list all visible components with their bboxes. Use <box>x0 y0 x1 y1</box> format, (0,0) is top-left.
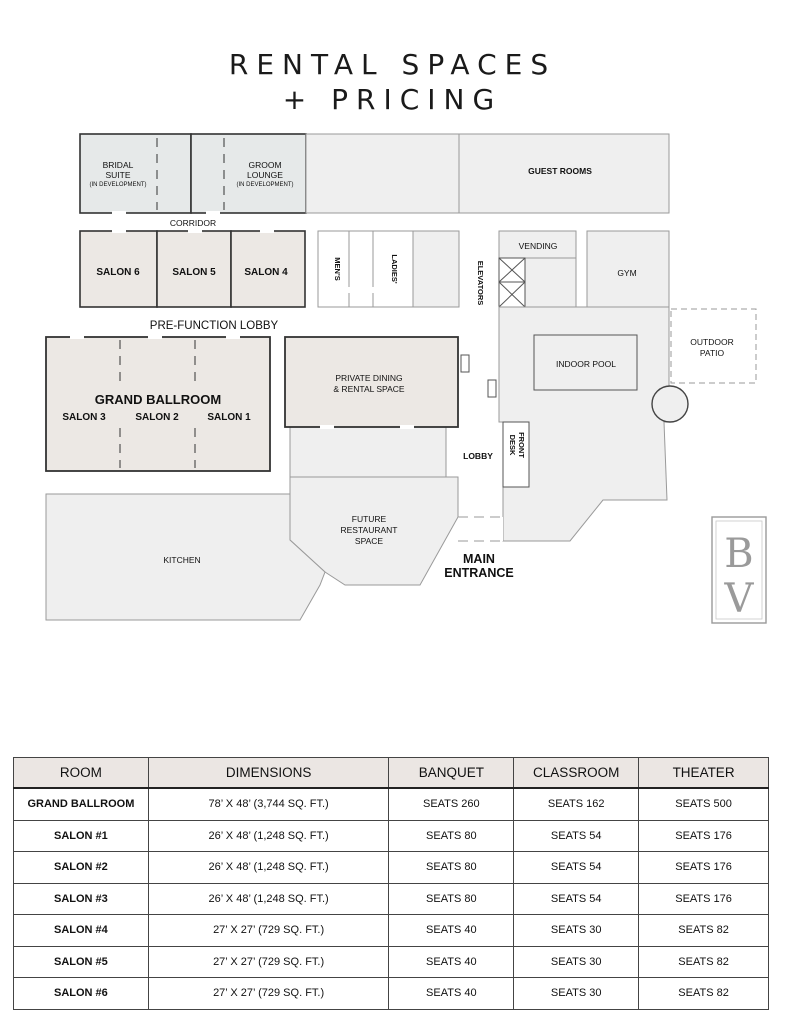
private-dining-label: PRIVATE DINING <box>335 373 403 383</box>
outdoor-patio-label-2: PATIO <box>699 348 725 358</box>
room-name-cell: SALON #3 <box>14 883 149 915</box>
groom-lounge-label-2: LOUNGE <box>247 170 283 180</box>
banquet-cell: SEATS 80 <box>389 820 514 852</box>
pre-function-lobby-label: PRE-FUNCTION LOBBY <box>149 320 279 332</box>
logo-letter-b: B <box>724 531 754 577</box>
future-restaurant-label-3: SPACE <box>354 536 384 546</box>
salon-4-room[interactable] <box>231 231 305 307</box>
theater-cell: SEATS 176 <box>639 852 769 884</box>
guest-rooms-area <box>306 134 669 213</box>
private-dining-room[interactable] <box>285 337 458 427</box>
room-name-cell: SALON #5 <box>14 946 149 978</box>
room-name-cell: SALON #6 <box>14 978 149 1010</box>
front-desk <box>503 422 529 487</box>
theater-cell: SEATS 82 <box>639 946 769 978</box>
banquet-cell: SEATS 260 <box>389 788 514 820</box>
restrooms-area <box>318 231 459 307</box>
theater-cell: SEATS 500 <box>639 788 769 820</box>
bridal-suite-note: (IN DEVELOPMENT) <box>89 182 147 188</box>
kitchen-area <box>46 494 325 620</box>
banquet-cell: SEATS 40 <box>389 978 514 1010</box>
kitchen-label: KITCHEN <box>163 555 201 565</box>
elevators-label: ELEVATORS <box>476 260 485 306</box>
theater-cell: SEATS 176 <box>639 883 769 915</box>
dimensions-cell: 78’ X 48’ (3,744 SQ. FT.) <box>148 788 389 820</box>
dimensions-cell: 27’ X 27’ (729 SQ. FT.) <box>148 978 389 1010</box>
salon-5-label: SALON 5 <box>172 267 216 278</box>
bridal-suite-label: BRIDAL <box>102 160 134 170</box>
groom-lounge-note: (IN DEVELOPMENT) <box>236 182 294 188</box>
room-name-cell: SALON #2 <box>14 852 149 884</box>
col-header-theater: THEATER <box>639 758 769 789</box>
future-restaurant-label-2: RESTAURANT <box>340 525 398 535</box>
salon-6-room[interactable] <box>80 231 157 307</box>
classroom-cell: SEATS 30 <box>514 978 639 1010</box>
groom-lounge-room[interactable] <box>191 134 306 213</box>
vending-label: VENDING <box>518 241 558 251</box>
banquet-cell: SEATS 40 <box>389 946 514 978</box>
page-title: RENTAL SPACES <box>228 48 557 81</box>
table-row <box>14 788 769 820</box>
theater-cell: SEATS 82 <box>639 978 769 1010</box>
indoor-pool-label: INDOOR POOL <box>556 359 616 369</box>
col-header-room: ROOM <box>14 758 149 789</box>
table-row <box>14 915 769 947</box>
classroom-cell: SEATS 54 <box>514 883 639 915</box>
front-desk-label: FRONT <box>517 432 526 458</box>
dimensions-cell: 26’ X 48’ (1,248 SQ. FT.) <box>148 820 389 852</box>
main-entrance-label-2: ENTRANCE <box>444 566 514 580</box>
dimensions-cell: 26’ X 48’ (1,248 SQ. FT.) <box>148 883 389 915</box>
logo-letter-v: V <box>724 576 754 622</box>
lobby-label: LOBBY <box>463 451 493 461</box>
elevators-vending-area <box>499 231 576 307</box>
gym-room[interactable] <box>587 231 669 307</box>
room-name-cell: SALON #1 <box>14 820 149 852</box>
guest-rooms-label: GUEST ROOMS <box>528 166 592 176</box>
bridal-suite-room[interactable] <box>80 134 191 213</box>
future-restaurant-label: FUTURE <box>351 514 387 524</box>
groom-lounge-label: GROOM <box>248 160 282 170</box>
bv-logo <box>712 517 766 623</box>
front-desk-label-2: DESK <box>508 434 517 456</box>
table-header-row <box>14 758 769 789</box>
grand-ballroom-label: GRAND BALLROOM <box>94 392 222 407</box>
classroom-cell: SEATS 30 <box>514 946 639 978</box>
private-dining-label-2: & RENTAL SPACE <box>333 384 405 394</box>
banquet-cell: SEATS 80 <box>389 883 514 915</box>
salon-6-label: SALON 6 <box>96 267 140 278</box>
banquet-cell: SEATS 40 <box>389 915 514 947</box>
salon-2-label: SALON 2 <box>135 412 179 423</box>
ladies-restroom-label: LADIES' <box>390 254 399 284</box>
col-header-banquet: BANQUET <box>389 758 514 789</box>
table-row <box>14 852 769 884</box>
dimensions-cell: 27’ X 27’ (729 SQ. FT.) <box>148 946 389 978</box>
grand-ballroom-room[interactable] <box>46 337 270 471</box>
outdoor-patio[interactable] <box>671 309 756 383</box>
salon-5-room[interactable] <box>157 231 231 307</box>
mens-restroom-label: MEN'S <box>333 257 342 281</box>
classroom-cell: SEATS 162 <box>514 788 639 820</box>
room-capacity-table <box>13 757 769 1010</box>
table-row <box>14 946 769 978</box>
salon-4-label: SALON 4 <box>244 267 288 278</box>
classroom-cell: SEATS 30 <box>514 915 639 947</box>
room-name-cell: GRAND BALLROOM <box>14 788 149 820</box>
classroom-cell: SEATS 54 <box>514 852 639 884</box>
main-entrance-label: MAIN <box>463 552 495 566</box>
corridor-label: CORRIDOR <box>169 218 217 228</box>
col-header-classroom: CLASSROOM <box>514 758 639 789</box>
page-subtitle: + PRICING <box>282 83 503 116</box>
theater-cell: SEATS 82 <box>639 915 769 947</box>
theater-cell: SEATS 176 <box>639 820 769 852</box>
table-row <box>14 978 769 1010</box>
gym-label: GYM <box>617 268 637 278</box>
dimensions-cell: 26’ X 48’ (1,248 SQ. FT.) <box>148 852 389 884</box>
classroom-cell: SEATS 54 <box>514 820 639 852</box>
col-header-dimensions: DIMENSIONS <box>148 758 389 789</box>
room-name-cell: SALON #4 <box>14 915 149 947</box>
main-entrance[interactable] <box>444 552 513 580</box>
salon-1-label: SALON 1 <box>207 412 251 423</box>
outdoor-patio-label: OUTDOOR <box>690 337 734 347</box>
salon-3-label: SALON 3 <box>62 412 106 423</box>
table-row <box>14 820 769 852</box>
dimensions-cell: 27’ X 27’ (729 SQ. FT.) <box>148 915 389 947</box>
table-row <box>14 883 769 915</box>
bridal-suite-label-2: SUITE <box>105 170 131 180</box>
banquet-cell: SEATS 80 <box>389 852 514 884</box>
